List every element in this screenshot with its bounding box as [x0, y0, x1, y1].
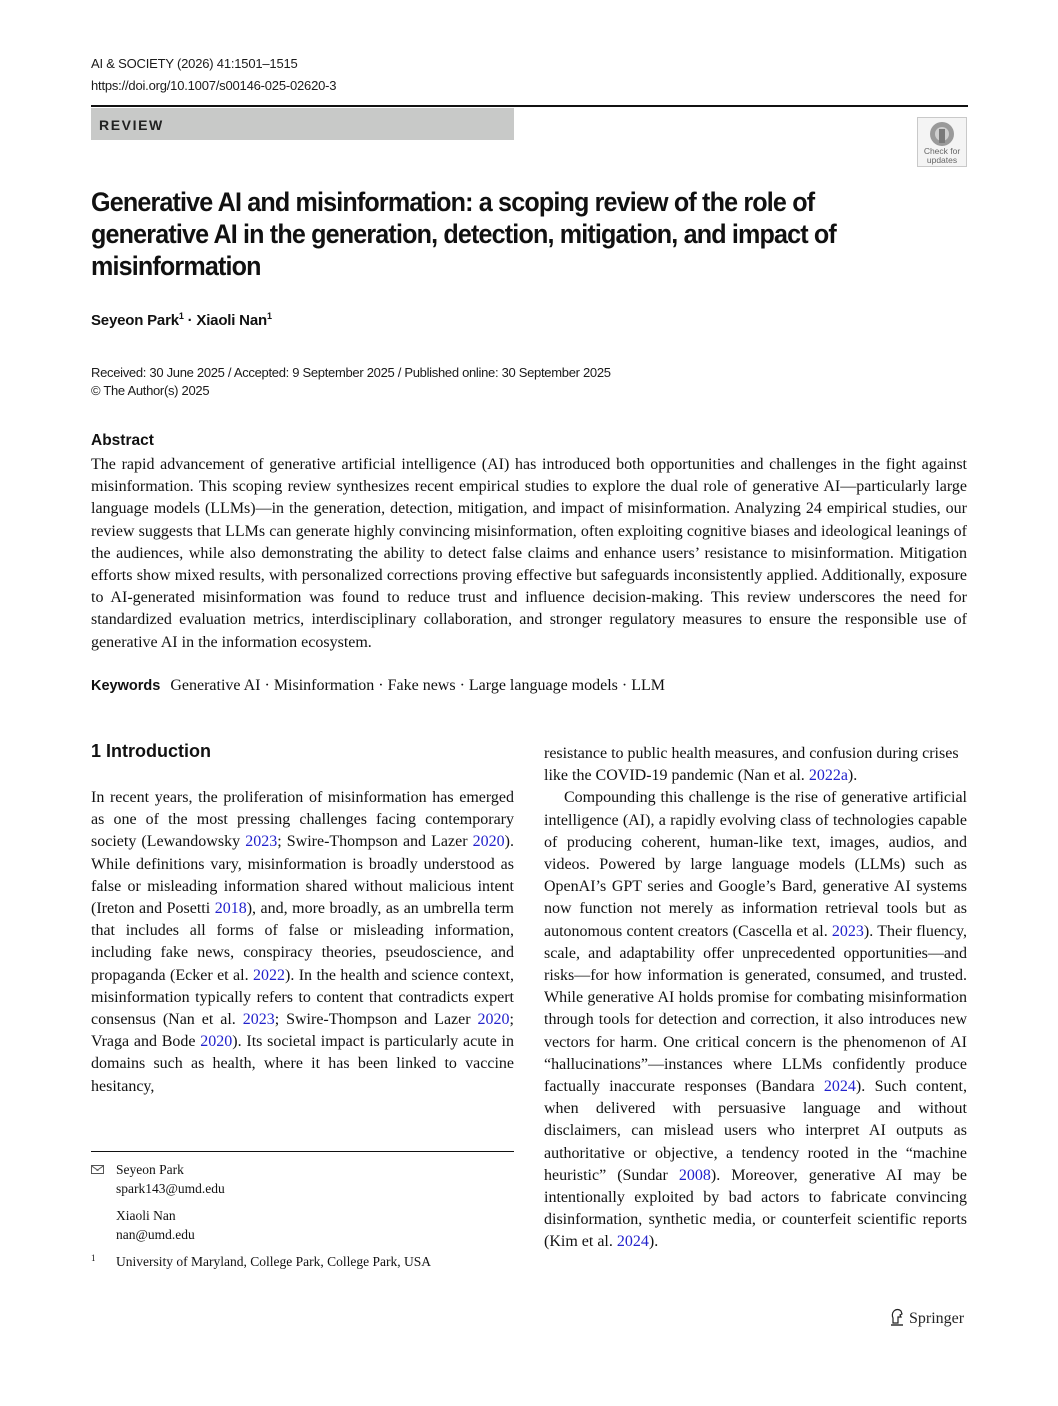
- check-for-updates-button[interactable]: [917, 117, 967, 167]
- keywords-label: Keywords: [91, 678, 161, 694]
- citation-link[interactable]: 2020: [200, 1033, 233, 1051]
- article-type-bar: [91, 108, 514, 140]
- text-run: ), and, more broadly, as an umbrella term that includes all forms of false or misleading information, including fake news, conspiracy theories, pseudoscience, and propaganda (Ecker et al.: [91, 900, 514, 984]
- contact-entry: [91, 1206, 514, 1244]
- citation-link[interactable]: 2023: [245, 833, 278, 851]
- crossmark-label-2: updates: [926, 155, 958, 165]
- article-type-label: REVIEW: [99, 117, 164, 133]
- text-run: ; Swire-Thompson and Lazer: [274, 1011, 478, 1029]
- contact-name: Xiaoli Nan: [116, 1208, 176, 1223]
- contact-entry: [91, 1160, 514, 1198]
- header-rule: [91, 105, 968, 107]
- abstract-heading: Abstract: [91, 432, 154, 449]
- footnote-rule: [91, 1151, 514, 1152]
- publisher-name: Springer: [909, 1310, 965, 1327]
- paragraph: [544, 787, 967, 1253]
- text-run: ; Vraga and Bode: [91, 1011, 514, 1051]
- citation-link[interactable]: 2023: [242, 1011, 275, 1029]
- affiliation-mark: 1: [178, 311, 184, 321]
- keywords-list: Generative AI · Misinformation · Fake news · Large language models · LLM: [170, 677, 665, 694]
- paragraph: [544, 743, 967, 787]
- affiliation-mark: 1: [266, 311, 272, 321]
- article-title: Generative AI and misinformation: a scoping review of the role of generative AI in the generation, detection, mitigation, and impact of misinformation: [91, 187, 836, 281]
- text-run: ). Moreover, generative AI may be intentionally exploited by bad actors to fabricate convincing disinformation, synthetic media, or counterfeit scientific reports (Kim et al.: [544, 1166, 968, 1251]
- publication-dates: Received: 30 June 2025 / Accepted: 9 September 2025 / Published online: 30 September 2025: [91, 365, 611, 380]
- springer-horse-logo-icon: [889, 1308, 905, 1326]
- text-run: ). Their fluency, scale, and adaptability offer unprecedented opportunities—and risks—for how information is generated, consumed, and trusted. While generative AI holds promise for combating misinformation through tools for detection and correction, it also introduces new vectors for harm. One critical concern is the phenomenon of AI “hallucinations”—instances where LLMs confidently produce factually inaccurate responses (Bandara: [544, 922, 967, 1096]
- affiliation-number: 1: [91, 1253, 96, 1263]
- text-run: ). Such content, when delivered with persuasive language and without disclaimers, can mislead users who interpret AI outputs as authoritative or objective, a tendency rooted in the “machine heuristic” (Sundar: [544, 1078, 968, 1184]
- citation-link[interactable]: 2022: [252, 966, 285, 984]
- text-run: Compounding this challenge is the rise of generative artificial intelligence (AI), a rapidly evolving class of technologies capable of producing coherent, human-like text, images, audios, and videos. Powered by large language models (LLMs) such as OpenAI’s GPT series and Google’s Bard, generative AI systems now function not merely as information retrieval tools but as autonomous content creators (Cascella et al.: [544, 789, 967, 940]
- author-separator: ·: [183, 312, 197, 329]
- copyright-notice: © The Author(s) 2025: [91, 383, 210, 398]
- journal-reference: AI & SOCIETY (2026) 41:1501–1515: [91, 56, 298, 71]
- text-run: ; Swire-Thompson and Lazer: [277, 833, 473, 851]
- envelope-icon: [91, 1165, 104, 1174]
- affiliation-entry: [91, 1252, 514, 1271]
- publisher-logo: [889, 1308, 964, 1328]
- keywords: [91, 677, 967, 695]
- citation-link[interactable]: 2008: [678, 1166, 711, 1184]
- contact-email-link[interactable]: spark143@umd.edu: [116, 1181, 225, 1196]
- citation-link[interactable]: 2024: [823, 1078, 856, 1096]
- citation-link[interactable]: 2020: [472, 833, 505, 851]
- author-link[interactable]: Seyeon Park: [91, 312, 179, 329]
- footnotes: [91, 1160, 514, 1271]
- body-column-left: [91, 787, 514, 1098]
- crossmark-label-1: Check for: [923, 146, 961, 156]
- text-run: ).: [648, 1233, 659, 1251]
- check-for-updates-icon: [930, 122, 954, 146]
- citation-link[interactable]: 2018: [214, 900, 247, 918]
- doi-link[interactable]: https://doi.org/10.1007/s00146-025-02620-3: [91, 78, 337, 93]
- citation-link[interactable]: 2020: [477, 1011, 510, 1029]
- text-run: ). In the health and science context, misinformation typically refers to content that contradicts expert consensus (Nan et al.: [91, 966, 514, 1029]
- body-column-right: [544, 743, 967, 1254]
- author-link[interactable]: Xiaoli Nan: [196, 312, 267, 329]
- text-run: ). While definitions vary, misinformation is broadly understood as false or misleading information shared without malicious intent (Ireton and Posetti: [91, 833, 514, 918]
- affiliation-text: University of Maryland, College Park, College Park, USA: [116, 1254, 431, 1269]
- contact-name: Seyeon Park: [116, 1162, 184, 1177]
- citation-link[interactable]: 2022a: [808, 767, 848, 785]
- contact-email-link[interactable]: nan@umd.edu: [116, 1227, 195, 1242]
- section-heading-introduction: 1 Introduction: [91, 741, 211, 761]
- citation-link[interactable]: 2024: [616, 1233, 649, 1251]
- citation-link[interactable]: 2023: [831, 922, 864, 940]
- text-run: ). Its societal impact is particularly acute in domains such as health, where it has been linked to vaccine hesitancy,: [91, 1033, 514, 1095]
- paragraph: [91, 787, 514, 1098]
- author-list: [91, 311, 272, 329]
- text-run: In recent years, the proliferation of misinformation has emerged as one of the most pressing challenges facing contemporary society (Lewandowsky: [91, 789, 514, 851]
- text-run: resistance to public health measures, and confusion during crises like the COVID-19 pandemic (Nan et al.: [544, 745, 959, 785]
- text-run: ).: [847, 767, 858, 785]
- abstract-body: The rapid advancement of generative artificial intelligence (AI) has introduced both opportunities and challenges in the fight against misinformation. This scoping review synthesizes recent empirical studies to explore the dual role of generative AI—particularly large language models (LLMs)—in the generation, detection, mitigation, and impact of misinformation. Analyzing 24 empirical studies, our review suggests that LLMs can generate highly convincing misinformation, often exploiting cognitive biases and ideological leanings of the audiences, while also demonstrating the ability to detect false claims and enhance users’ resistance to misinformation. Mitigation efforts show mixed results, with personalized corrections proving effective but safeguards inconsistently applied. Additionally, exposure to AI-generated misinformation was found to reduce trust and influence decision-making. This review underscores the need for standardized evaluation metrics, interdisciplinary collaboration, and stronger regulatory measures to ensure the responsible use of generative AI in the information ecosystem.: [91, 456, 967, 651]
